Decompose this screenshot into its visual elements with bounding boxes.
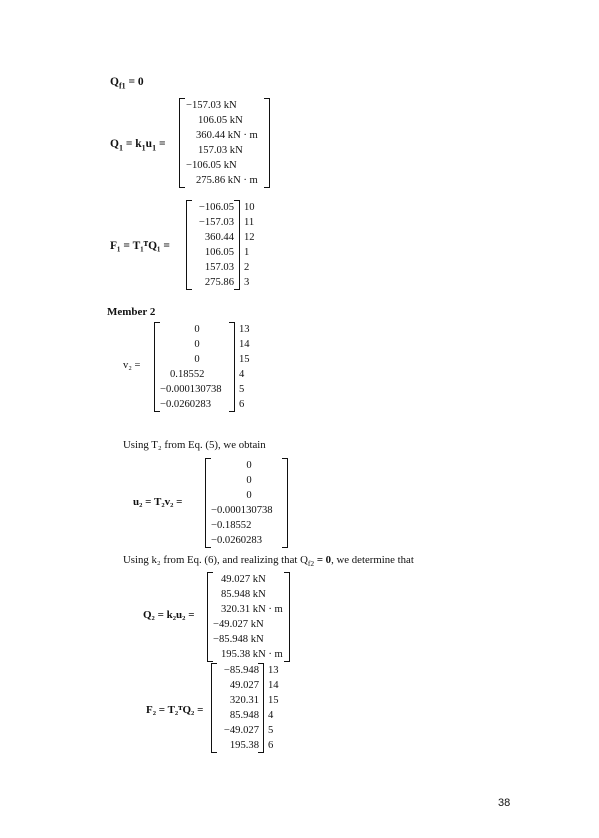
f2-value: −85.948 xyxy=(223,665,259,676)
f2-dof: 14 xyxy=(268,680,279,691)
f1-value: 106.05 xyxy=(204,247,234,258)
f1-value: 360.44 xyxy=(204,232,234,243)
q1-row: −106.05 kN xyxy=(186,160,237,171)
qf1-symbol: Q xyxy=(110,76,119,88)
f1-dof: 2 xyxy=(244,262,250,273)
f1-dof: 12 xyxy=(244,232,255,243)
v2-dof-numbers xyxy=(239,322,250,412)
q1-label-q: Q xyxy=(110,138,119,150)
v2-value: −0.0260283 xyxy=(160,399,211,410)
q1-vector xyxy=(186,98,258,188)
page-number: 38 xyxy=(498,797,511,809)
q1-left-bracket xyxy=(179,98,185,188)
f1-dof-numbers xyxy=(244,200,255,290)
q2-label: Q₂ = k₂u₂ = xyxy=(143,609,195,621)
u2-right-bracket xyxy=(282,458,288,548)
v2-label: v₂ = xyxy=(123,360,141,371)
u2-value: 0 xyxy=(246,475,252,486)
f1-dof: 1 xyxy=(244,247,250,258)
text-using-k2-bold: = 0 xyxy=(314,554,332,566)
f2-value: 195.38 xyxy=(229,740,259,751)
q1-label xyxy=(110,138,166,152)
f1-vector xyxy=(190,200,234,290)
qf1-equation xyxy=(110,76,144,90)
v2-dof: 13 xyxy=(239,324,250,335)
v2-value: 0 xyxy=(194,324,200,335)
f1-right-bracket xyxy=(234,200,240,290)
f2-dof: 6 xyxy=(268,740,274,751)
q1-label-k: = k xyxy=(122,138,142,150)
f2-dof-numbers xyxy=(268,663,279,753)
f2-dof: 5 xyxy=(268,725,274,736)
q2-row: 49.027 kN xyxy=(221,574,266,585)
f2-value: 85.948 xyxy=(229,710,259,721)
text-using-k2-sub: f2 xyxy=(307,559,315,569)
q1-label-sub2: 1 xyxy=(141,143,146,153)
q1-label-sub3: 1 xyxy=(152,143,157,153)
v2-dof: 15 xyxy=(239,354,250,365)
text-using-k2 xyxy=(123,554,414,568)
member2-heading: Member 2 xyxy=(107,306,156,318)
q1-row: 106.05 kN xyxy=(198,115,243,126)
f2-dof: 4 xyxy=(268,710,274,721)
v2-dof: 4 xyxy=(239,369,245,380)
qf1-rhs: = 0 xyxy=(128,76,144,88)
q2-row: −49.027 kN xyxy=(213,619,264,630)
f1-dof: 10 xyxy=(244,202,255,213)
f2-value: −49.027 xyxy=(223,725,259,736)
f1-dof: 11 xyxy=(244,217,255,228)
u2-value: −0.18552 xyxy=(211,520,252,531)
q2-vector xyxy=(213,572,283,662)
v2-dof: 6 xyxy=(239,399,245,410)
q1-right-bracket xyxy=(264,98,270,188)
text-using-t2: Using T₂ from Eq. (5), we obtain xyxy=(123,439,266,451)
f1-value: −157.03 xyxy=(198,217,234,228)
v2-value: 0.18552 xyxy=(170,369,205,380)
q1-label-eq: = xyxy=(156,138,166,150)
v2-vector xyxy=(160,322,234,412)
q1-row: 157.03 kN xyxy=(198,145,243,156)
q1-row: 275.86 kN · m xyxy=(196,175,258,186)
q1-row: 360.44 kN · m xyxy=(196,130,258,141)
f2-dof: 15 xyxy=(268,695,279,706)
f2-vector xyxy=(215,663,259,753)
v2-value: 0 xyxy=(194,339,200,350)
f1-value: 275.86 xyxy=(204,277,234,288)
f1-dof: 3 xyxy=(244,277,250,288)
f1-value: 157.03 xyxy=(204,262,234,273)
f2-right-bracket xyxy=(258,663,264,753)
f2-value: 49.027 xyxy=(229,680,259,691)
u2-value: −0.000130738 xyxy=(211,505,273,516)
q2-row: 195.38 kN · m xyxy=(221,649,283,660)
u2-value: 0 xyxy=(246,460,252,471)
q1-label-u: u xyxy=(145,138,153,150)
v2-value: −0.000130738 xyxy=(160,384,222,395)
q1-label-sub: 1 xyxy=(118,143,123,153)
f2-value: 320.31 xyxy=(229,695,259,706)
u2-value: −0.0260283 xyxy=(211,535,262,546)
v2-dof: 14 xyxy=(239,339,250,350)
q2-row: 320.31 kN · m xyxy=(221,604,283,615)
f2-dof: 13 xyxy=(268,665,279,676)
q2-row: −85.948 kN xyxy=(213,634,264,645)
text-using-k2-post: , we determine that xyxy=(331,554,414,566)
q2-row: 85.948 kN xyxy=(221,589,266,600)
f2-label: F₂ = T₂ᵀQ₂ = xyxy=(146,704,204,716)
u2-value: 0 xyxy=(246,490,252,501)
q1-row: −157.03 kN xyxy=(186,100,237,111)
f1-value: −106.05 xyxy=(198,202,234,213)
qf1-subscript: f1 xyxy=(118,81,126,91)
f1-label: F₁ = T₁ᵀQ₁ = xyxy=(110,240,170,252)
u2-vector xyxy=(211,458,287,548)
v2-dof: 5 xyxy=(239,384,245,395)
v2-right-bracket xyxy=(229,322,235,412)
text-using-k2-pre: Using k₂ from Eq. (6), and realizing that Q xyxy=(123,554,308,566)
v2-value: 0 xyxy=(194,354,200,365)
u2-label: u₂ = T₂v₂ = xyxy=(133,496,183,508)
q2-right-bracket xyxy=(284,572,290,662)
